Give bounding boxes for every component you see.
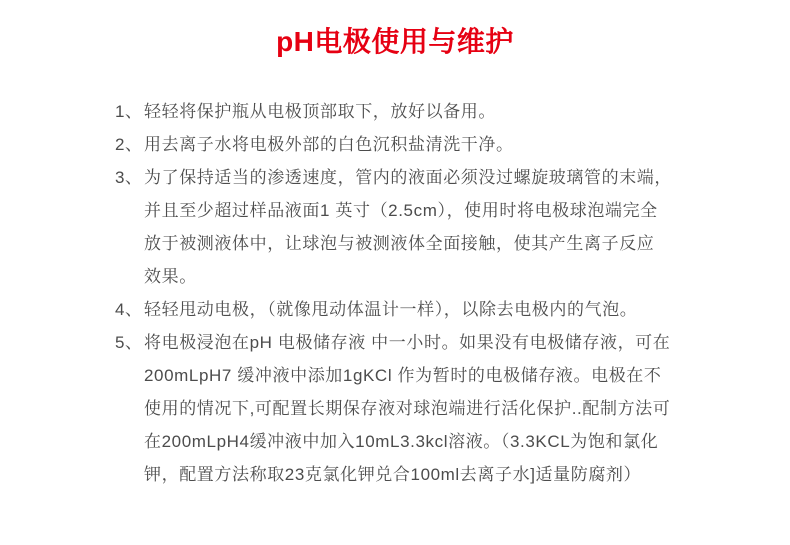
item-text-line: 钾，配置方法称取23克氯化钾兑合100ml去离子水]适量防腐剂） xyxy=(144,465,642,484)
item-text-line: 放于被测液体中，让球泡与被测液体全面接触，使其产生离子反应 xyxy=(144,234,655,253)
page-title: pH电极使用与维护 xyxy=(276,26,514,57)
item-content xyxy=(144,128,695,161)
item-number: 4、 xyxy=(115,300,143,319)
item-text-line: 在200mLpH4缓冲液中加入10mL3.3kcl溶液。（3.3KCL为饱和氯化 xyxy=(144,432,659,451)
list-item-4 xyxy=(115,293,695,326)
item-number: 1、 xyxy=(115,102,143,121)
item-number: 5、 xyxy=(115,333,143,352)
item-content xyxy=(144,293,695,326)
item-text-line: 并且至少超过样品液面1 英寸（2.5cm），使用时将电极球泡端完全 xyxy=(144,201,658,220)
list-item-1 xyxy=(115,95,695,128)
item-content xyxy=(144,161,695,293)
instruction-list xyxy=(115,95,695,491)
list-item-5 xyxy=(115,326,695,491)
item-text-line: 为了保持适当的渗透速度，管内的液面必须没过螺旋玻璃管的末端， xyxy=(144,168,672,187)
item-number: 2、 xyxy=(115,135,143,154)
item-text-line: 用去离子水将电极外部的白色沉积盐清洗干净。 xyxy=(144,135,514,154)
list-item-3 xyxy=(115,161,695,293)
item-text-line: 使用的情况下,可配置长期保存液对球泡端进行活化保护..配制方法可 xyxy=(144,399,671,418)
item-text-line: 轻轻甩动电极，（就像甩动体温计一样），以除去电极内的气泡。 xyxy=(144,300,638,319)
item-text-line: 效果。 xyxy=(144,267,197,286)
list-item-2 xyxy=(115,128,695,161)
item-text-line: 轻轻将保护瓶从电极顶部取下，放好以备用。 xyxy=(144,102,496,121)
item-content xyxy=(144,95,695,128)
item-text-line: 200mLpH7 缓冲液中添加1gKCl 作为暂时的电极储存液。电极在不 xyxy=(144,366,662,385)
item-content xyxy=(144,326,695,491)
item-text-line: 将电极浸泡在pH 电极储存液 中一小时。如果没有电极储存液，可在 xyxy=(144,333,671,352)
item-number: 3、 xyxy=(115,168,143,187)
